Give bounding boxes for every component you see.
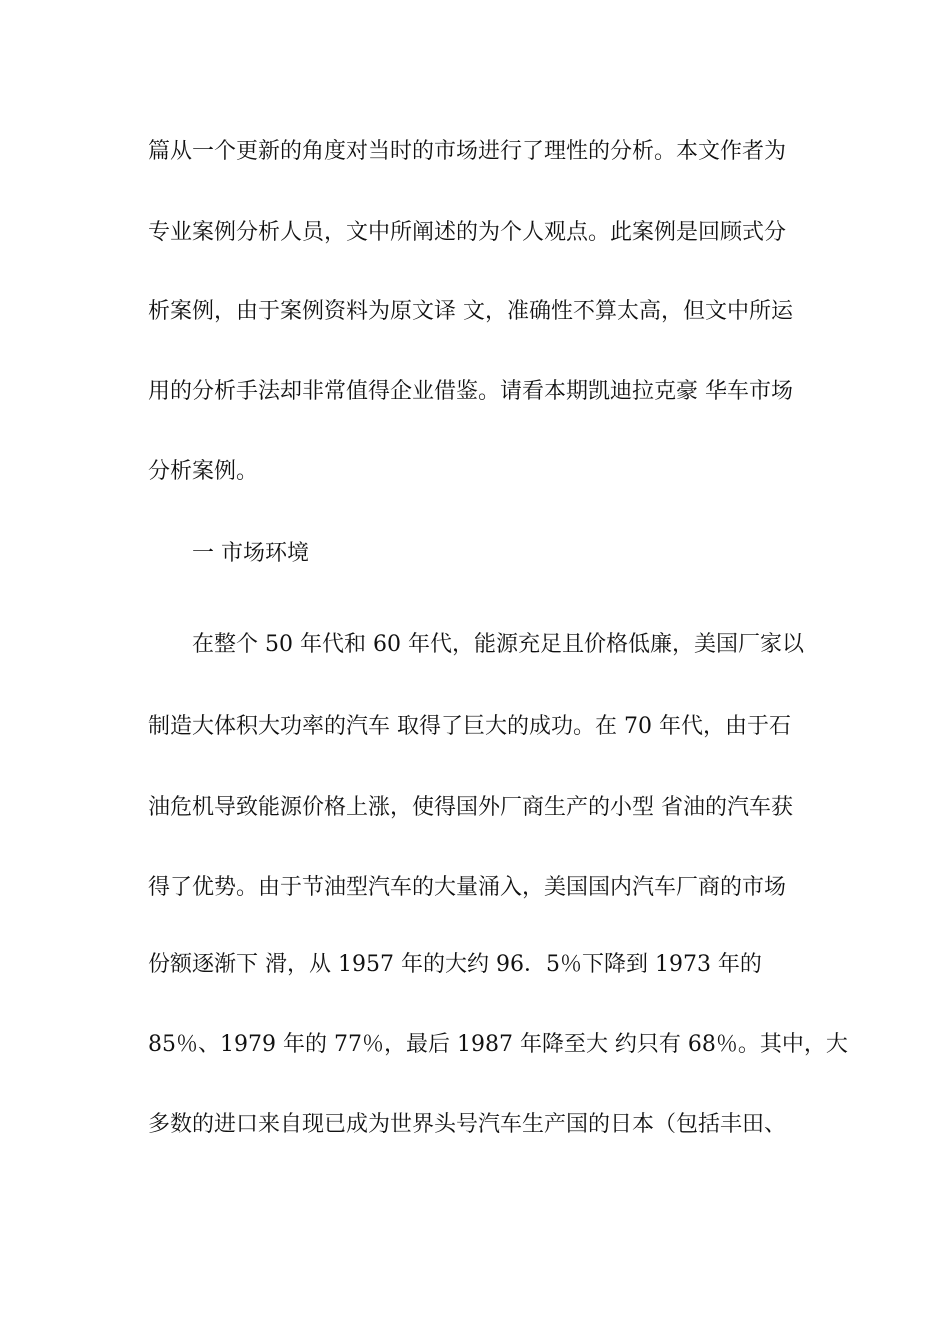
text-line: 分析案例。 xyxy=(148,459,259,484)
text-line: 析案例，由于案例资料为原文译 文，准确性不算太高，但文中所运 xyxy=(148,299,793,324)
paragraph-line: 85％、1979 年的 77％，最后 1987 年降至大 约只有 68％。其中，大 xyxy=(148,1032,848,1057)
paragraph-line: 制造大体积大功率的汽车 取得了巨大的成功。在 70 年代，由于石 xyxy=(148,714,791,739)
text-line: 专业案例分析人员，文中所阐述的为个人观点。此案例是回顾式分 xyxy=(148,220,787,245)
section-heading: 一 市场环境 xyxy=(192,541,309,566)
paragraph-line: 多数的进口来自现已成为世界头号汽车生产国的日本（包括丰田、 xyxy=(148,1112,787,1137)
paragraph-line: 得了优势。由于节油型汽车的大量涌入，美国国内汽车厂商的市场 xyxy=(148,875,787,900)
paragraph-line: 油危机导致能源价格上涨，使得国外厂商生产的小型 省油的汽车获 xyxy=(148,795,793,820)
text-line: 用的分析手法却非常值得企业借鉴。请看本期凯迪拉克豪 华车市场 xyxy=(148,379,793,404)
text-line: 篇从一个更新的角度对当时的市场进行了理性的分析。本文作者为 xyxy=(148,139,787,164)
paragraph-line: 份额逐渐下 滑，从 1957 年的大约 96．5％下降到 1973 年的 xyxy=(148,952,762,977)
paragraph-line-first: 在整个 50 年代和 60 年代，能源充足且价格低廉，美国厂家以 xyxy=(192,632,804,657)
